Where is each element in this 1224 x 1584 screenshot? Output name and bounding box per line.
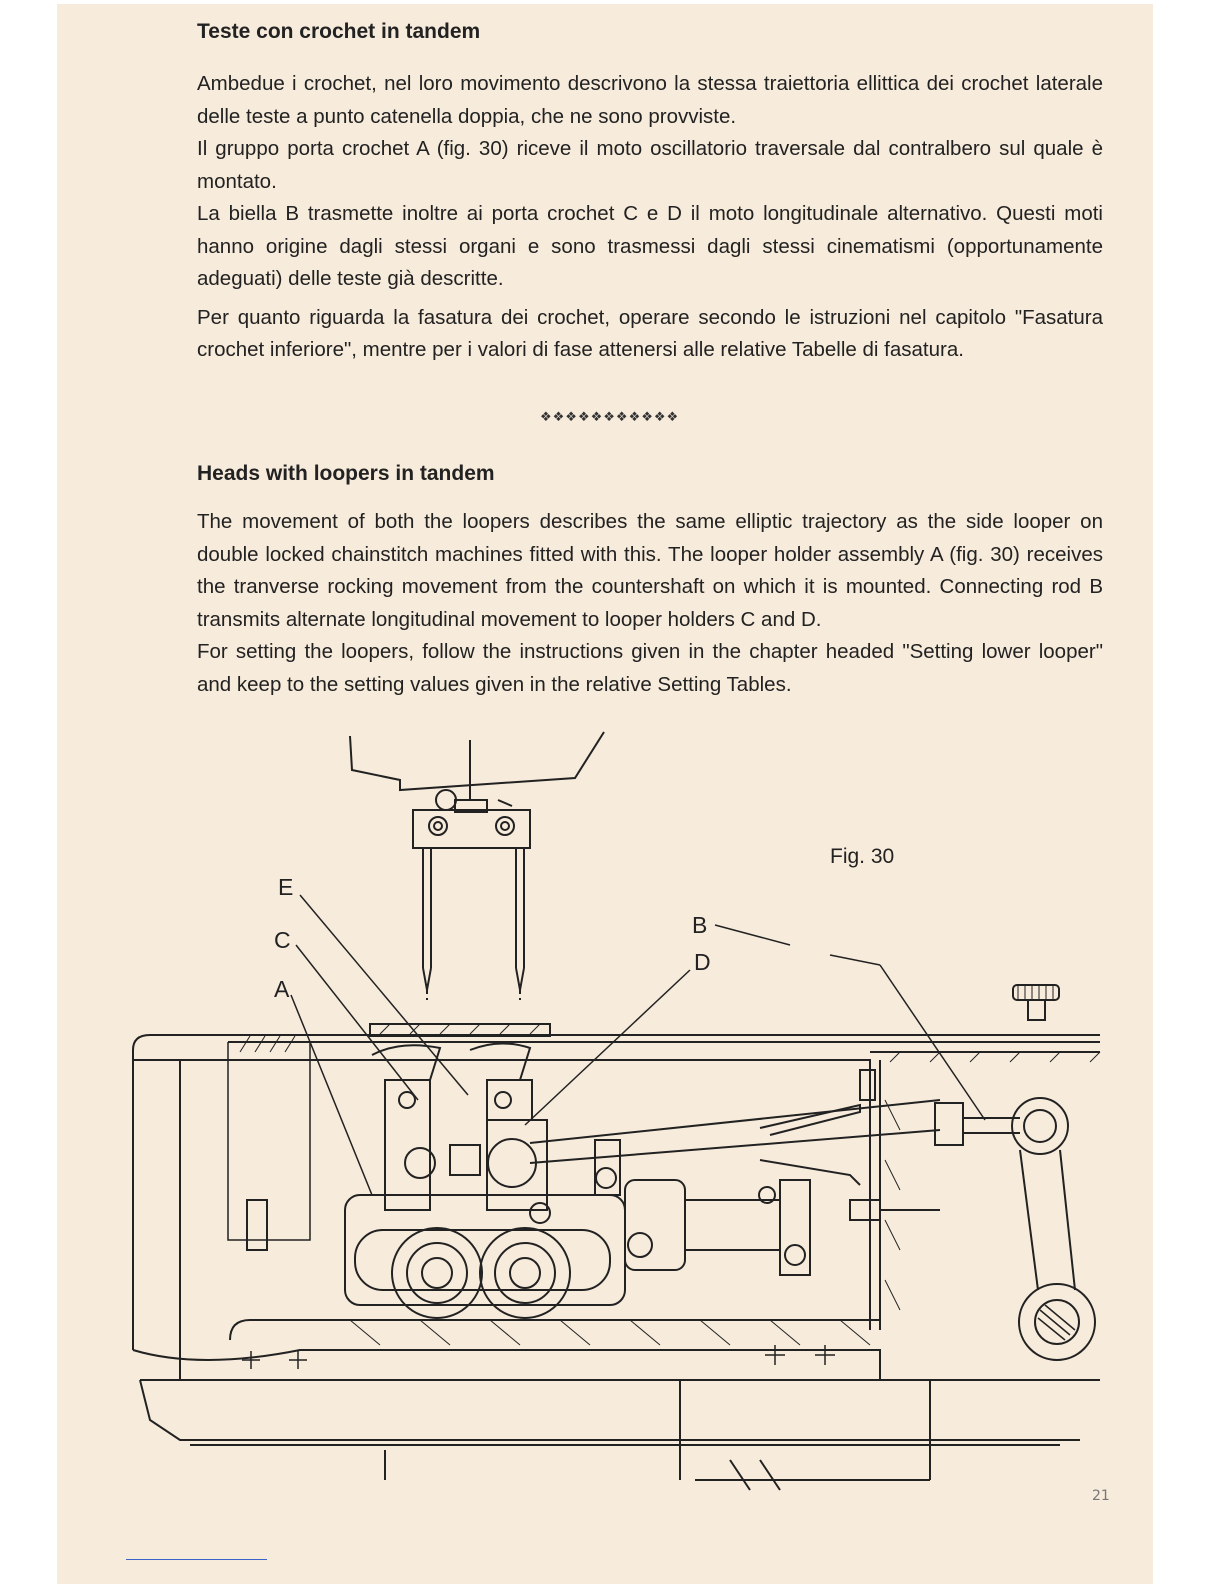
page-number: 21 [1092, 1488, 1110, 1504]
paragraph: For setting the loopers, follow the instructions given in the chapter headed "Setting lower looper" and keep to the setting values given in the relative Setting Tables. [197, 640, 1103, 696]
thumb-screw [1013, 985, 1059, 1020]
page-bottom-rule [126, 1559, 267, 1560]
section-title-italian: Teste con crochet in tandem [197, 20, 481, 43]
paragraph: The movement of both the loopers describes the same elliptic trajectory as the side looper on double locked chainstitch machines fitted with this. The looper holder assembly A (fig. 30) receives the tranverse rocking movement from the countershaft on which it is mounted. Connecting rod B transmits alternate longitudinal movement to looper holders C and D. [197, 510, 1103, 631]
ornament-divider: ❖❖❖❖❖❖❖❖❖❖❖ [540, 410, 680, 425]
needle-head [350, 732, 604, 1000]
part-labels [274, 874, 711, 1002]
paragraph: Ambedue i crochet, nel loro movimento descrivono la stessa traiettoria ellittica dei crochet laterale delle teste a punto catenella doppia, che ne sono provviste. [197, 72, 1103, 128]
paragraph: Per quanto riguarda la fasatura dei crochet, operare secondo le istruzioni nel capitolo "Fasatura crochet inferiore", mentre per i valori di fase attenersi alle relative Tabelle di fasatura. [197, 305, 1103, 361]
connecting-rod [530, 1070, 1095, 1360]
label-d: D [694, 949, 711, 975]
label-e: E [278, 874, 294, 900]
label-a: A [274, 976, 290, 1002]
bed-plate [133, 1024, 1100, 1490]
label-c: C [274, 927, 291, 953]
paragraph: La biella B trasmette inoltre ai porta crochet C e D il moto longitudinale alternativo. Questi moti hanno origine dagli stessi organi e sono trasmessi dagli stessi cinematismi (opportunamente adeguati) delle teste già descritte. [197, 202, 1103, 290]
looper-assembly [247, 1043, 810, 1318]
label-b: B [692, 912, 708, 938]
paragraph: Il gruppo porta crochet A (fig. 30) riceve il moto oscillatorio traversale dal contralbero sul quale è montato. [197, 137, 1103, 193]
section-hatching [240, 1024, 1100, 1345]
figure-caption: Fig. 30 [830, 845, 895, 868]
section-title-english: Heads with loopers in tandem [197, 462, 495, 485]
